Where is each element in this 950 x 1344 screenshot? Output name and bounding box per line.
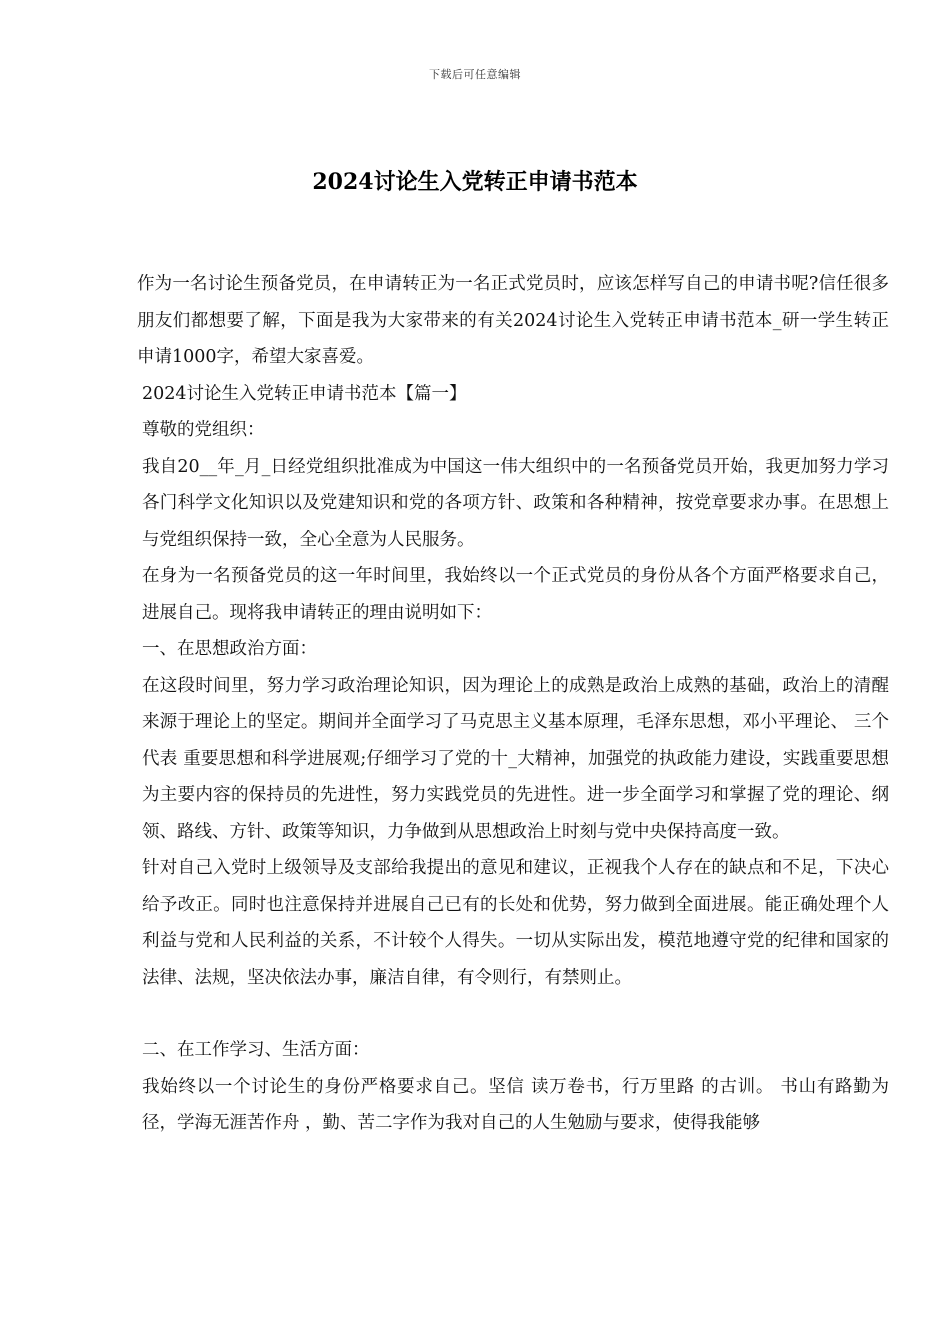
document-title: 2024讨论生入党转正申请书范本 — [312, 169, 638, 195]
section-heading: 2024讨论生入党转正申请书范本【篇一】 — [142, 383, 467, 404]
header-note: 下载后可任意编辑 — [429, 68, 521, 81]
body-paragraph: 在身为一名预备党员的这一年时间里，我始终以一个正式党员的身份从各个方面严格要求自己，进展自己。现将我申请转正的理由说明如下： — [142, 566, 889, 623]
subsection-heading: 一、在思想政治方面： — [142, 639, 317, 659]
intro-paragraph: 作为一名讨论生预备党员，在申请转正为一名正式党员时，应该怎样写自己的申请书呢?信任很多朋友们都想要了解，下面是我为大家带来的有关2024讨论生入党转正申请书范本_研一学生转正申请1000字，希望大家喜爱。 — [137, 274, 889, 367]
document-body — [137, 266, 889, 1142]
body-paragraph: 我始终以一个讨论生的身份严格要求自己。坚信 读万卷书，行万里路 的古训。 书山有路勤为径，学海无涯苦作舟 ，勤、苦二字作为我对自己的人生勉励与要求，使得我能够 — [142, 1076, 889, 1133]
body-paragraph: 针对自己入党时上级领导及支部给我提出的意见和建议，正视我个人存在的缺点和不足，下决心给予改正。同时也注意保持并进展自己已有的长处和优势，努力做到全面进展。能正确处理个人利益与党和人民利益的关系，不计较个人得失。一切从实际出发，模范地遵守党的纪律和国家的法律、法规，坚决依法办事，廉洁自律，有令则行，有禁则止。 — [142, 858, 889, 988]
subsection-heading: 二、在工作学习、生活方面： — [142, 1040, 370, 1060]
salutation: 尊敬的党组织： — [142, 420, 265, 440]
body-paragraph: 在这段时间里，努力学习政治理论知识，因为理论上的成熟是政治上成熟的基础，政治上的清醒来源于理论上的坚定。期间并全面学习了马克思主义基本原理，毛泽东思想，邓小平理论、 三个代表 重要思想和科学进展观;仔细学习了党的十_大精神，加强党的执政能力建设，实践重要思想为主要内容的保持员的先进性，努力实践党员的先进性。进一步全面学习和掌握了党的理论、纲领、路线、方针、政策等知识，力争做到从思想政治上时刻与党中央保持高度一致。 — [142, 675, 889, 842]
paragraph-gap — [137, 996, 889, 1032]
body-paragraph: 我自20__年_月_日经党组织批准成为中国这一伟大组织中的一名预备党员开始，我更加努力学习各门科学文化知识以及党建知识和党的各项方针、政策和各种精神，按党章要求办事。在思想上与党组织保持一致，全心全意为人民服务。 — [142, 456, 889, 550]
